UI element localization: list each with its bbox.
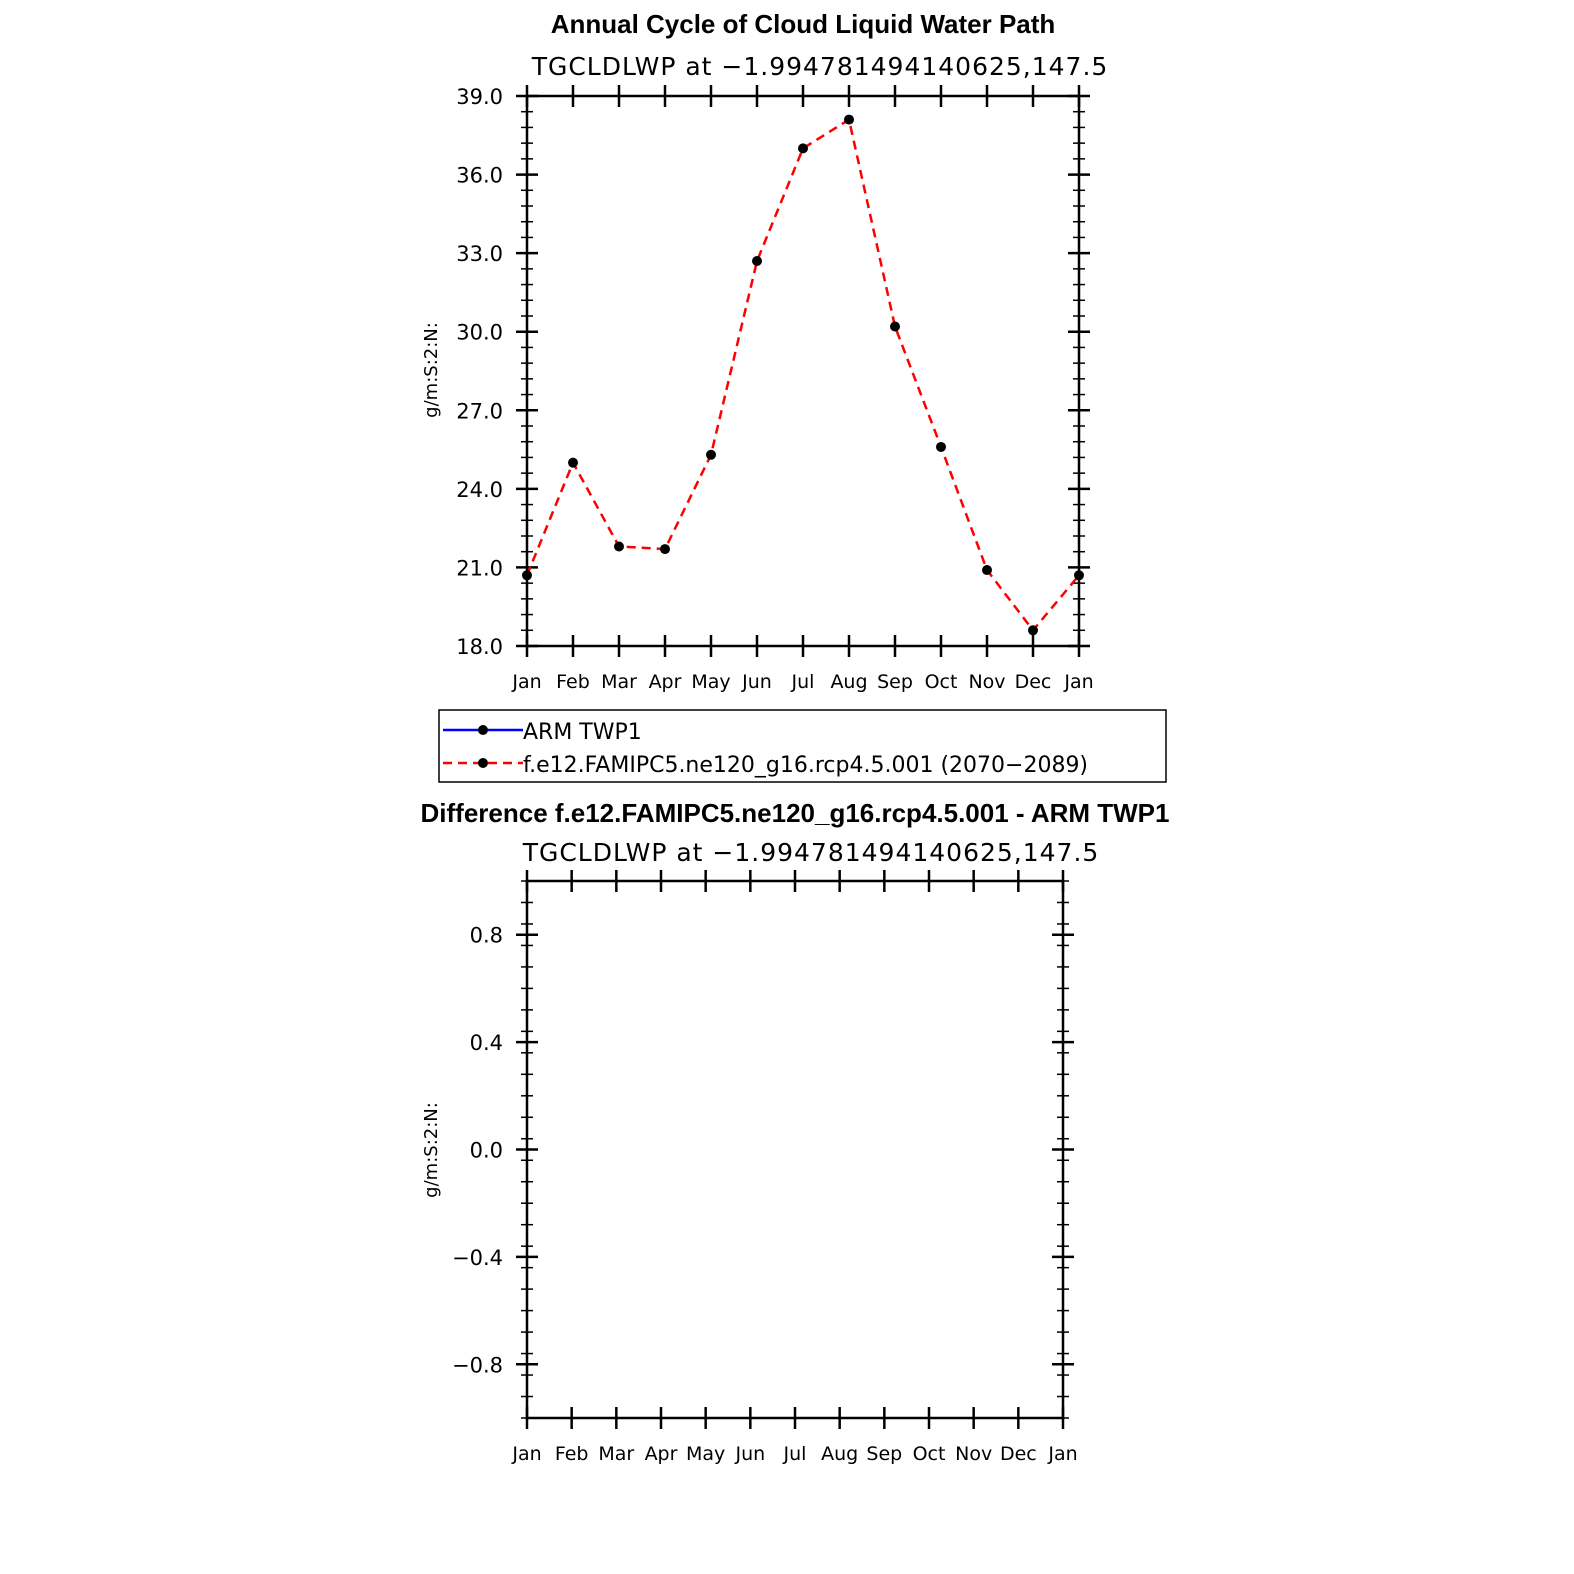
- chart1-xtick-label: Dec: [1014, 671, 1052, 693]
- chart2-xtick-label: Aug: [821, 1443, 859, 1465]
- chart1-ytick-label: 21.0: [456, 556, 503, 581]
- data-point: [890, 321, 900, 331]
- chart1-xtick-label: Jan: [1064, 671, 1094, 693]
- chart1-xtick-label: Mar: [601, 671, 637, 693]
- chart2-xtick-label: Feb: [554, 1443, 589, 1465]
- chart1-xtick-label: Sep: [877, 671, 913, 693]
- chart2-xtick-label: Jan: [1048, 1443, 1078, 1465]
- data-point: [936, 442, 946, 452]
- chart1-ytick-label: 36.0: [456, 163, 503, 188]
- data-point: [844, 115, 854, 125]
- chart2-xtick-label: May: [686, 1443, 726, 1465]
- data-point: [568, 458, 578, 468]
- chart2-xtick-label: Jan: [512, 1443, 542, 1465]
- chart1-ytick-label: 39.0: [456, 85, 503, 109]
- chart1-xtick-label: Feb: [556, 671, 590, 693]
- difference-chart: [421, 798, 1170, 1465]
- data-point: [1028, 625, 1038, 635]
- chart2-xtick-label: Jul: [783, 1443, 807, 1465]
- chart2-ytick-label: −0.8: [452, 1353, 503, 1378]
- chart1-title: Annual Cycle of Cloud Liquid Water Path: [550, 9, 1056, 39]
- legend-entry-model: [443, 753, 1088, 778]
- chart1-ytick-label: 30.0: [456, 320, 503, 345]
- data-point: [614, 541, 624, 551]
- chart1-xtick-label: Aug: [830, 671, 868, 693]
- chart2-xtick-label: Mar: [598, 1443, 635, 1465]
- data-point: [660, 544, 670, 554]
- chart2-ylabel: g/m:S:2:N:: [421, 1102, 442, 1198]
- chart1-xtick-label: Jan: [512, 671, 542, 693]
- chart2-axes: [452, 870, 1078, 1465]
- legend-marker-arm: [478, 725, 488, 735]
- chart2-ytick-label: 0.8: [469, 923, 503, 948]
- chart1-axes: [456, 85, 1093, 693]
- chart2-xtick-label: Dec: [999, 1443, 1037, 1465]
- chart2-frame: [527, 881, 1063, 1418]
- chart2-subtitle: TGCLDLWP at −1.994781494140625,147.5: [522, 838, 1100, 867]
- chart2-title: Difference f.e12.FAMIPC5.ne120_g16.rcp4.5.001 - ARM TWP1: [420, 798, 1170, 828]
- legend: [439, 710, 1166, 782]
- chart2-ytick-label: 0.0: [469, 1138, 503, 1163]
- chart2-ytick-label: −0.4: [452, 1245, 503, 1270]
- chart1-frame: [527, 96, 1079, 646]
- data-point: [982, 565, 992, 575]
- annual-cycle-chart: [421, 9, 1108, 693]
- chart1-ytick-label: 33.0: [456, 242, 503, 267]
- chart1-ylabel: g/m:S:2:N:: [421, 322, 442, 418]
- chart1-series: [522, 115, 1084, 636]
- chart2-ytick-label: 0.4: [469, 1031, 503, 1056]
- chart2-xtick-label: Jun: [735, 1443, 766, 1465]
- chart1-ytick-label: 24.0: [456, 477, 503, 502]
- data-point: [798, 143, 808, 153]
- chart1-xtick-label: May: [691, 671, 731, 693]
- chart1-xtick-label: Apr: [648, 671, 682, 693]
- chart2-xtick-label: Nov: [955, 1443, 993, 1465]
- chart1-subtitle: TGCLDLWP at −1.994781494140625,147.5: [531, 52, 1109, 81]
- chart2-xtick-label: Apr: [644, 1443, 678, 1465]
- chart1-xtick-label: Nov: [968, 671, 1006, 693]
- data-point: [752, 256, 762, 266]
- chart1-ytick-label: 18.0: [456, 635, 503, 659]
- chart1-ytick-label: 27.0: [456, 399, 503, 424]
- chart1-xtick-label: Jul: [791, 671, 815, 693]
- legend-marker-model: [478, 758, 488, 768]
- legend-label-model: f.e12.FAMIPC5.ne120_g16.rcp4.5.001 (2070−2089): [523, 753, 1089, 778]
- data-point: [706, 450, 716, 460]
- chart1-xtick-label: Oct: [924, 671, 958, 693]
- chart1-xtick-label: Jun: [742, 671, 772, 693]
- chart2-xtick-label: Oct: [912, 1443, 946, 1465]
- chart2-xtick-label: Sep: [866, 1443, 903, 1465]
- legend-label-arm: ARM TWP1: [523, 720, 642, 745]
- series-line-1: [527, 120, 1079, 631]
